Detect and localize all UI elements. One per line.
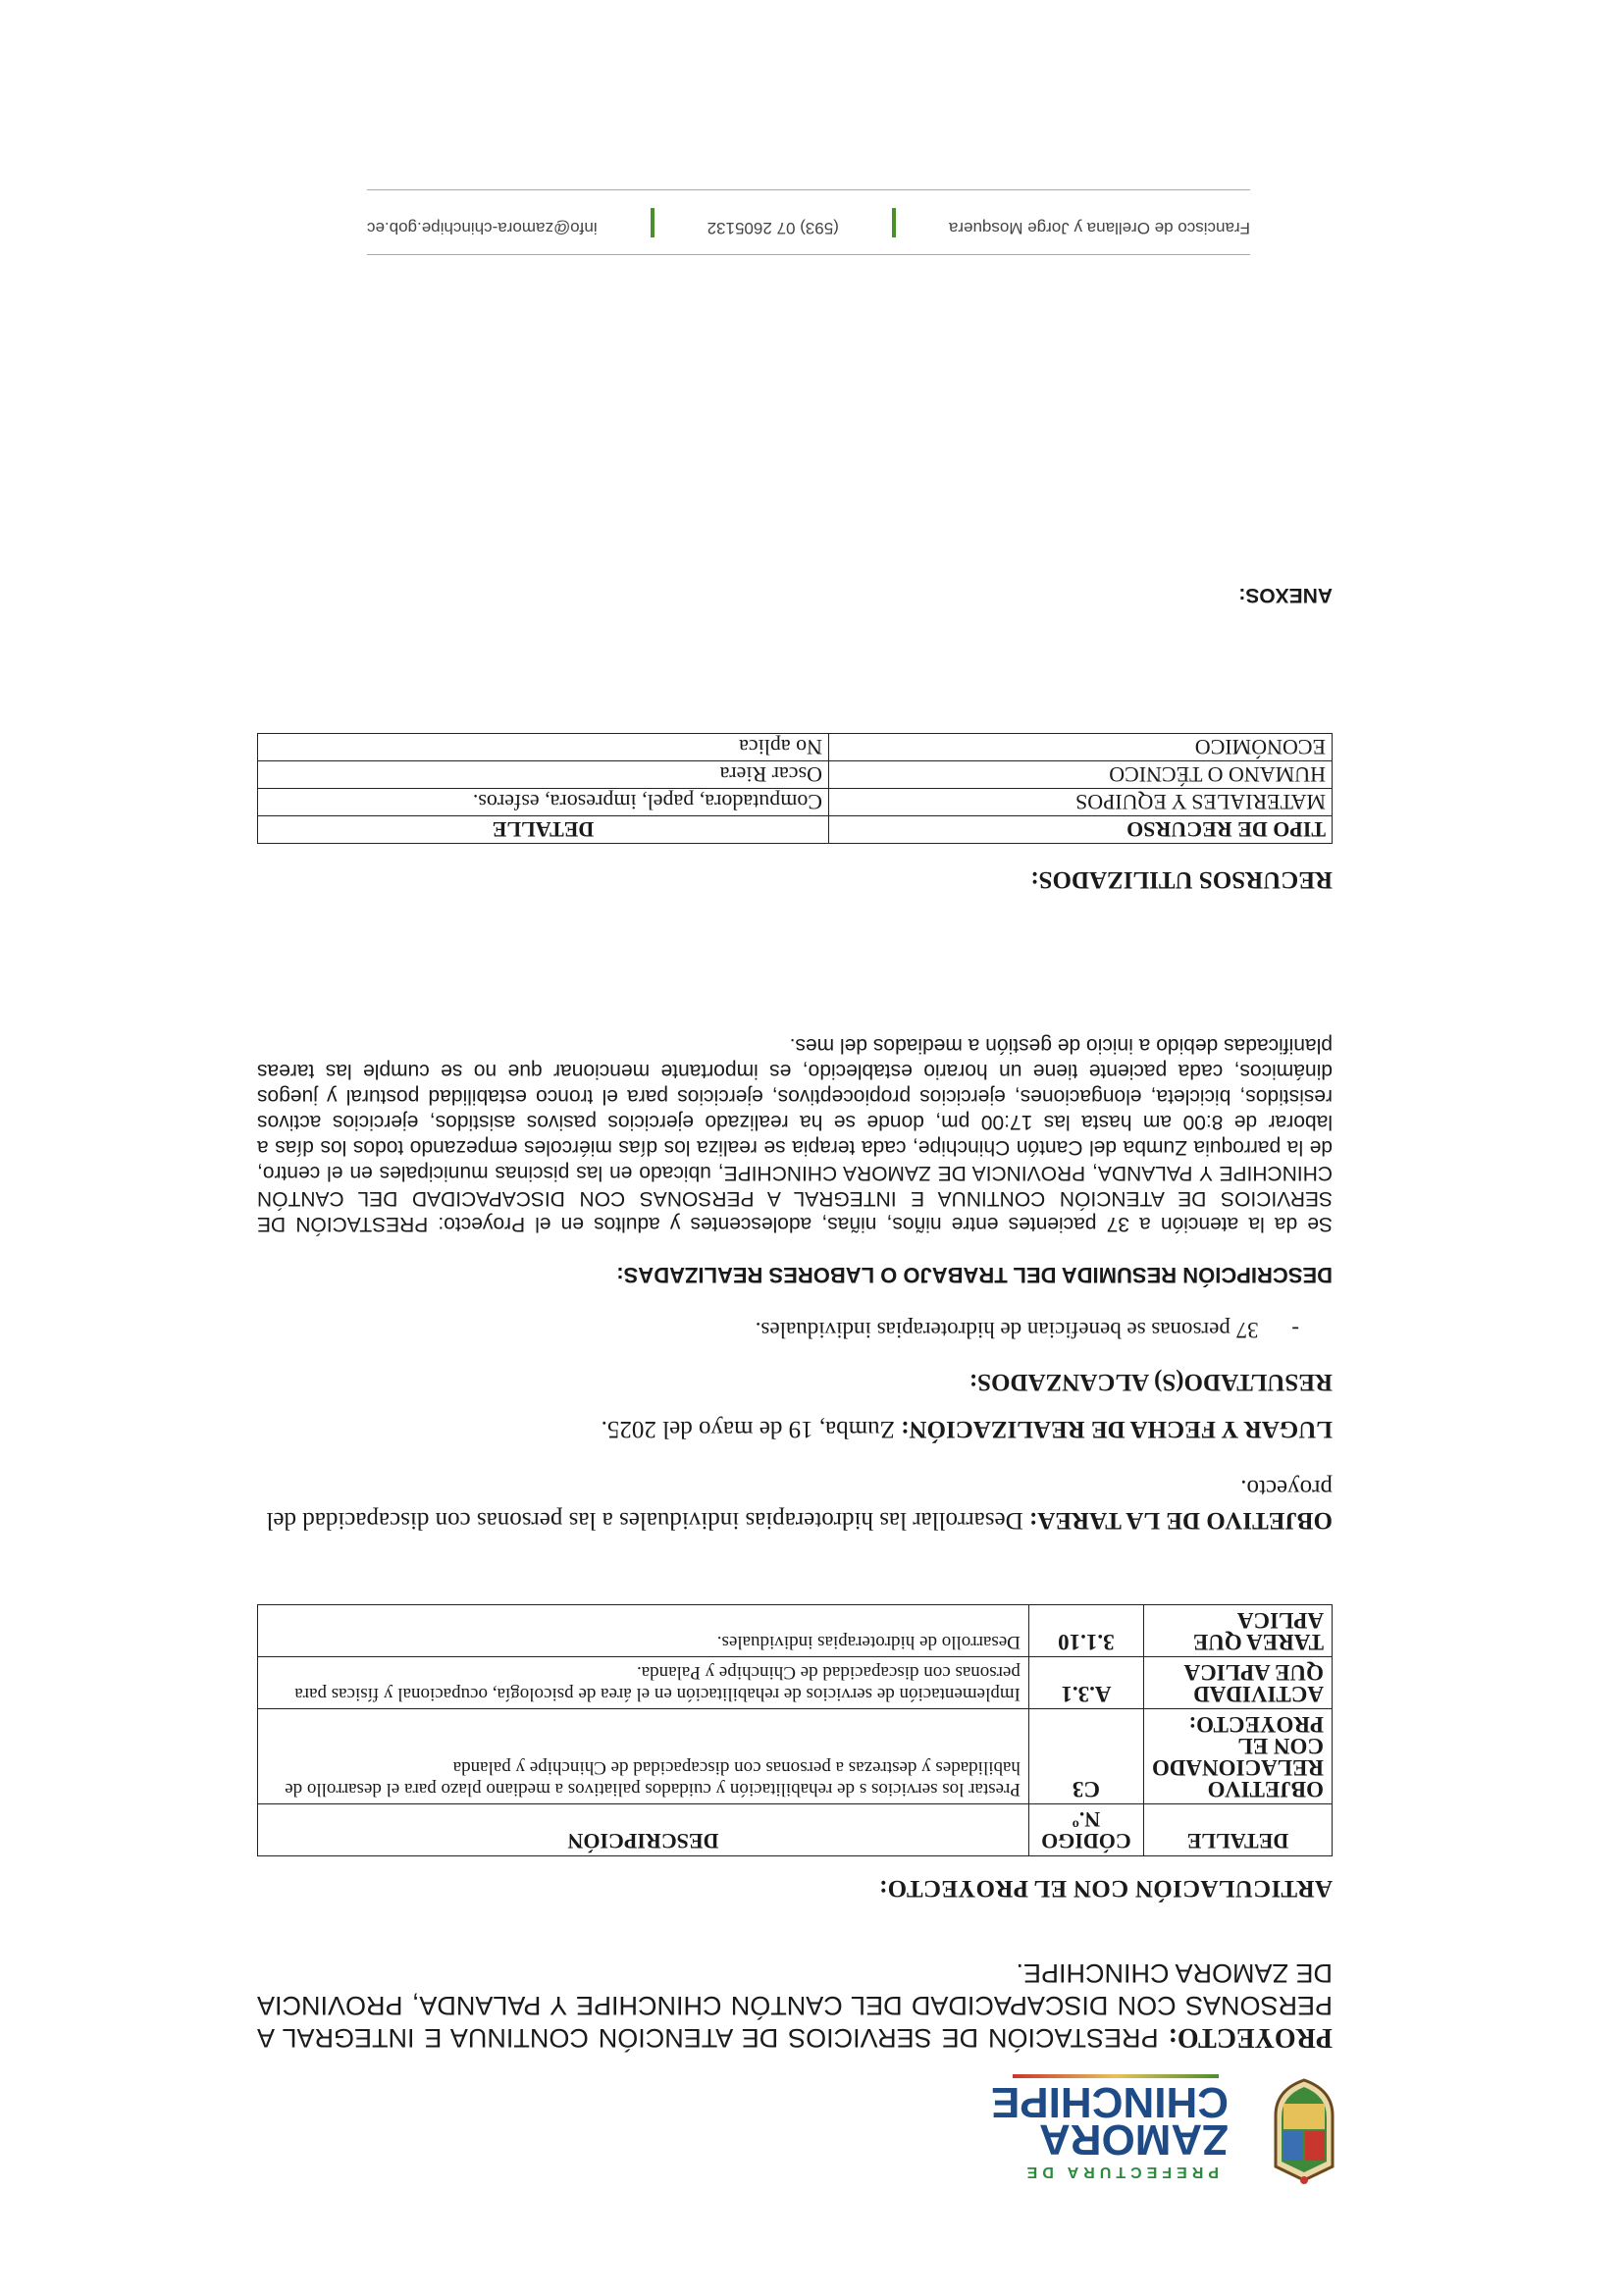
descripcion-text: Se da la atención a 37 pacientes entre niños, niñas, adolescentes y adultos en el Proyecto: PRESTACIÓN DE SERVICIOS DE ATENCIÓN CONTINUA E INTEGRAL A PERSONAS CON DISCAPACIDAD DEL CANTÓN CHINCHIPE Y PALANDA, PROVINCIA DE ZAMORA CHINCHIPE, ubicado en las piscinas municipales en el centro, de la parroquia Zumba del Cantón Chinchipe, cada terapia se realiza los días miércoles empezando todos los días a laborar de 8:00 am hasta las 17:00 pm, donde se ha realizado ejercicios pasivos asistidos, ejercicios activos resistidos, bicicleta, elongaciones, ejercicios propioceptivos, ejercicios para el tronco estabilidad postural y juegos dinámicos, cada paciente tiene un horario establecido, es importante mencionar que no se cumple las tareas planificadas debido a inicio de gestión a mediados del mes. [257, 1034, 1333, 1235]
anexos-label: ANEXOS: [1238, 584, 1333, 606]
articulacion-title: ARTICULACIÓN CON EL PROYECTO: [878, 1875, 1333, 1902]
table-header-row [258, 816, 1333, 844]
resultados-text: 37 personas se benefician de hidroterapias individuales. [755, 1318, 1259, 1342]
header-descripcion: DESCRIPCIÓN [258, 1804, 1029, 1856]
descripcion-label: DESCRIPCIÓN RESUMIDA DEL TRABAJO O LABORES REALIZADAS: [616, 1263, 1333, 1287]
lugar-text: Zumba, 19 de mayo del 2025. [601, 1416, 895, 1442]
header-detalle: DETALLE [1143, 1804, 1332, 1856]
bullet-dash: - [1291, 1318, 1299, 1342]
row-descripcion: Desarrollo de hidroterapias individuales. [258, 1605, 1029, 1657]
project-text: PRESTACIÓN DE SERVICIOS DE ATENCIÓN CONTINUA E INTEGRAL A PERSONAS CON DISCAPACIDAD DEL CANTÓN CHINCHIPE Y PALANDA, PROVINCIA DE ZAMORA CHINCHIPE. [257, 1958, 1333, 2053]
logo-prefectura-text: PREFECTURA DE [1021, 2164, 1219, 2180]
recursos-label: RECURSOS UTILIZADOS: [1030, 866, 1333, 893]
row-detalle: ACTIVIDAD QUE APLICA [1143, 1657, 1332, 1709]
row-detalle: TAREA QUE APLICA [1143, 1605, 1332, 1657]
recursos-table [257, 733, 1333, 844]
articulacion-table [257, 1604, 1333, 1856]
project-label: PROYECTO: [1168, 2022, 1333, 2053]
footer-address: Francisco de Orellana y Jorge Mosquera [948, 219, 1250, 237]
table-row [258, 789, 1333, 816]
header-tipo: TIPO DE RECURSO [829, 816, 1333, 844]
row-tipo-text: MATERIALES Y EQUIPOS [1074, 790, 1326, 814]
header-detalle: DETALLE [258, 816, 829, 844]
row-detalle: OBJETIVO RELACIONADO CON EL PROYECTO: [1143, 1709, 1332, 1804]
table-header-row [258, 1804, 1333, 1856]
objetivo-text: Desarrollar las hidroterapias individuales a las personas con discapacidad del proyecto. [266, 1475, 1333, 1534]
row-codigo: 3.1.10 [1028, 1605, 1143, 1657]
prefectura-shield-logo [1270, 2076, 1338, 2184]
row-descripcion: Prestar los servicios s de rehabilitación y cuidados paliativos a mediano plazo para el desarrollo de habilidades y destrezas a personas con discapacidad de Chinchipe y palanda [258, 1709, 1029, 1804]
objetivo-paragraph [257, 1472, 1333, 1537]
row-codigo: C3 [1028, 1709, 1143, 1804]
logo-color-stripe [1013, 2074, 1219, 2078]
header-codigo: CÓDIGO N.º [1028, 1804, 1143, 1856]
objetivo-label: OBJETIVO DE LA TAREA: [1028, 1507, 1333, 1534]
table-row [258, 1605, 1333, 1657]
row-tipo: ECONÓMICO [829, 734, 1333, 761]
lugar-paragraph [257, 1415, 1333, 1442]
footer-phone: (593) 07 2605132 [707, 219, 839, 237]
row-detalle: No aplica [258, 734, 829, 761]
table-row [258, 1709, 1333, 1804]
table-row [258, 761, 1333, 789]
project-paragraph [257, 1957, 1333, 2054]
row-detalle: Computadora, papel, impresora, esferos. [258, 789, 829, 816]
footer [367, 208, 1250, 237]
logo-brand-line1: ZAMORA [1038, 2115, 1229, 2164]
row-detalle: Oscar Riera [258, 761, 829, 789]
resultados-label: RESULTADO(S) ALCANZADOS: [969, 1369, 1333, 1395]
footer-top-line [367, 254, 1250, 255]
footer-email[interactable]: info@zamora-chinchipe.gob.ec [367, 219, 598, 237]
resultados-item [756, 1317, 1299, 1342]
footer-separator [892, 208, 896, 237]
row-codigo: A.3.1 [1028, 1657, 1143, 1709]
lugar-label: LUGAR Y FECHA DE REALIZACIÓN: [901, 1416, 1333, 1442]
footer-separator [651, 208, 654, 237]
footer-bottom-line [367, 189, 1250, 190]
row-descripcion: Implementación de servicios de rehabilitación en el área de psicología, ocupacional y físicas para personas con discapacidad de Chinchipe y Palanda. [258, 1657, 1029, 1709]
logo-brand-line2: CHINCHIPE [990, 2078, 1229, 2126]
row-tipo: HUMANO O TÉCNICO [829, 761, 1333, 789]
table-row [258, 1657, 1333, 1709]
table-row [258, 734, 1333, 761]
row-tipo [829, 789, 1333, 816]
